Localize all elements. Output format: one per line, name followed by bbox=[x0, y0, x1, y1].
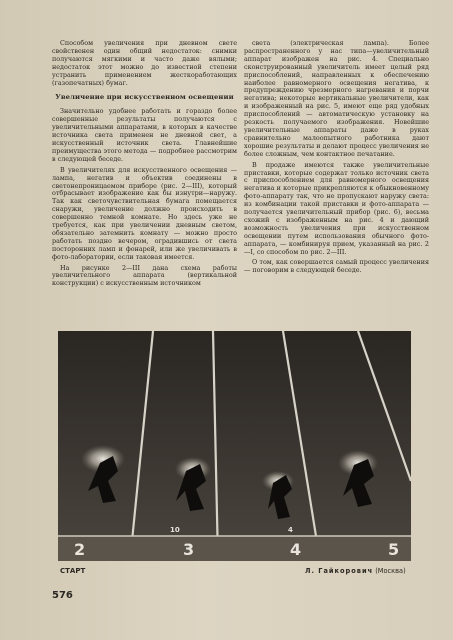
photo-author: Л. Гайкорович bbox=[305, 567, 374, 575]
track-mark: 4 bbox=[288, 526, 293, 534]
body-paragraph: О том, как совершается самый процесс увеличения — поговорим в следующей беседе. bbox=[244, 258, 429, 275]
photo-credit bbox=[305, 567, 406, 575]
lane-number: 4 bbox=[290, 540, 302, 559]
section-heading: Увеличение при искусственном освещении bbox=[55, 93, 234, 102]
body-paragraph: света (электрическая лампа). Более распространенного у нас типа—увеличительный аппарат изображен на рис. 4. Специально сконструированный увеличитель имеет целый ряд приспособлений, направленных к обеспечению наиболее равномерного освещения негатива, к предупреждению чрезмерного нагревания и порчи негатива; некоторые вертикальные увеличители, как и изображенный на рис. 5, имеют еще ряд удобных приспособлений — автоматическую установку на резкость получаемого изображения. Новейшие увеличительные аппараты даже в руках сравнительно малоопытного работника дают хорошие результаты и делают процесс увеличения не более сложным, чем контактное печатание. bbox=[244, 39, 429, 158]
start-photograph bbox=[58, 331, 411, 561]
photo-title: СТАРТ bbox=[60, 567, 86, 575]
body-paragraph: В увеличителях для искусственного освещения — лампа, негатив и объектив соединены в светонепроницаемом приборе (рис. 2—III), который отбрасывает изображение как бы изнутри—наружу. Так как светочувствительная бумага помещается снаружи, увеличение должно происходить в совершенно темной комнате. Но здесь уже не требуется, как при увеличении дневным светом, обязательно затемнить комнату — можно просто работать поздно вечером, оградившись от света посторонних ламп и фонарей, или же увеличивать в фото-лаборатории, если таковая имеется. bbox=[52, 165, 237, 261]
lane-number: 5 bbox=[388, 540, 400, 559]
page-number: 576 bbox=[52, 590, 73, 601]
lane-number: 3 bbox=[183, 540, 195, 559]
body-paragraph: На рисунке 2—III дана схема работы увеличительного аппарата (вертикальной конструкции) с искусственным источником bbox=[52, 263, 237, 288]
body-paragraph: В продаже имеются также увеличительные приставки, которые содержат только источник света с приспособлением для равномерного освещения негатива и которые прикрепляются к обыкновенному фото-аппарату так, что не пропускают наружу света: из комбинации такой приставки и фото-аппарата — получается увеличительный прибор (рис. 6), весьма схожий с изображенным на рис. 4 и дающий возможность увеличения при искусственном освещении путем использования обычного фото-аппарата, — комбинируя прием, указанный на рис. 2—I, со способом по рис. 2—III. bbox=[244, 160, 429, 256]
track-mark: 10 bbox=[170, 526, 180, 534]
lane-number: 2 bbox=[74, 540, 86, 559]
body-paragraph: Значительно удобнее работать и гораздо более совершенные результаты получаются с увеличительными аппаратами, в которых в качестве источника света применен не дневной свет, а искусственный источник света. Главнейшие преимущества этого метода — подробнее рассмотрим в следующей беседе. bbox=[52, 107, 237, 163]
photo-location: (Москва) bbox=[375, 567, 406, 575]
right-text-column bbox=[244, 40, 429, 278]
intro-paragraph: Способом увеличения при дневном свете свойственен один общий недостаток: снимки получаются мягкими и часто даже вялыми; недостаток этот можно до известной степени устранить применением жесткоработающих (газопечатных) бумаг. bbox=[52, 39, 237, 87]
left-text-column bbox=[52, 40, 237, 291]
